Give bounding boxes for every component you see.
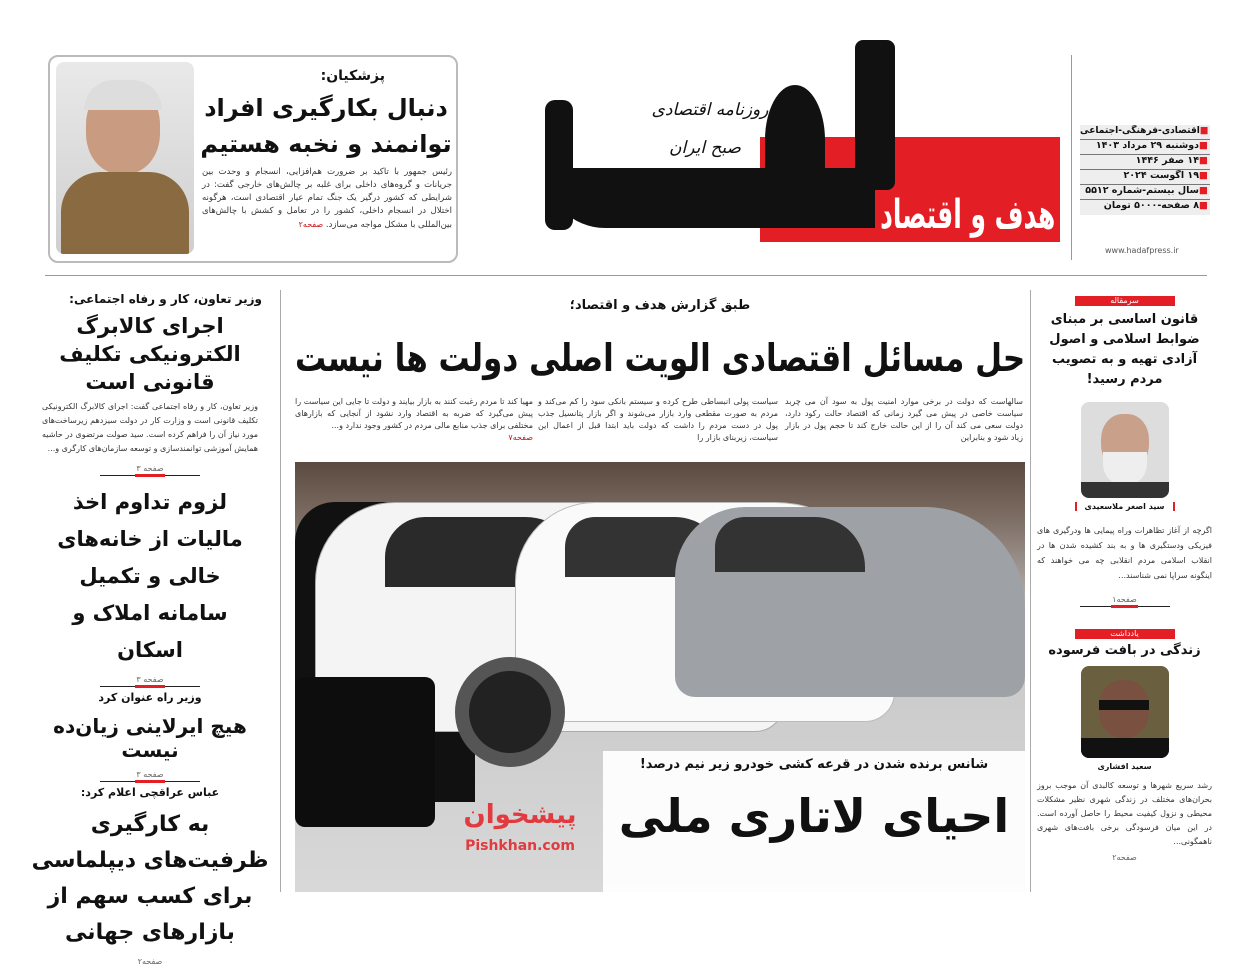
- top-story-headline-2-wrap: [200, 130, 452, 162]
- lead-col-3: مهیا کند تا مردم رغبت کنند به بازار بیایند و دولت تا جایی این سیاست را پیش می‌گیرد که ضربه به اقتصاد وارد نشود از آنجایی که بازارهای مختلفی برای جذب منابع مالی مردم در کشور وجود ندارد و... صفحه۷: [295, 397, 533, 442]
- story-headline[interactable]: هیچ ایرلاینی زیان‌ده نیست: [53, 714, 247, 762]
- info-item: ■۸ صفحه-۵۰۰۰ تومان: [1103, 200, 1208, 211]
- lead-headline[interactable]: حل مسائل اقتصادی الویت اصلی دولت ها نیست: [294, 336, 1025, 380]
- column-divider: [280, 290, 281, 892]
- logo-text: هدف و اقتصاد: [879, 192, 1055, 238]
- tagline-1: روزنامه اقتصادی: [651, 100, 769, 120]
- tagline-1-wrap: [640, 100, 780, 124]
- header-divider-vertical: [1071, 55, 1072, 260]
- watermark: [445, 800, 595, 885]
- page-ref[interactable]: صفحه ۳: [136, 675, 164, 684]
- photo-kicker-wrap: [603, 757, 1025, 777]
- tagline-2-wrap: [650, 138, 760, 162]
- divider: [100, 781, 200, 782]
- website-link[interactable]: www.hadafpress.ir: [1105, 246, 1179, 255]
- lead-kicker: طبق گزارش هدف و اقتصاد؛: [569, 298, 751, 313]
- lead-col-2: سیاست پولی انبساطی طرح کرده و سیستم بانکی سود را کم می‌کند و مردم به صورت مقطعی وارد بازار می‌شوند و اگر بازار پتانسیل جذب پول در دست مردم را داشت که دولت باید ابتدا قبل از اعمال این سیاست، زیربنای بازار را: [538, 397, 778, 442]
- masthead-logo[interactable]: [545, 40, 1065, 260]
- page-ref[interactable]: صفحه۱: [1112, 595, 1137, 604]
- top-story-kicker: پزشکیان:: [320, 68, 385, 84]
- story-kicker: وزیر تعاون، کار و رفاه اجتماعی:: [69, 292, 262, 306]
- story-headline[interactable]: به کارگیری ظرفیت‌های دیپلماسی برای کسب سهم از بازارهای جهانی: [31, 812, 269, 945]
- right-column: [1037, 296, 1212, 862]
- tagline-2: صبح ایران: [669, 138, 741, 158]
- header-rule: [45, 275, 1207, 276]
- page-ref[interactable]: صفحه۲: [298, 220, 324, 229]
- pezeshkian-photo: [56, 62, 194, 254]
- top-story-headline-1[interactable]: دنبال بکارگیری افراد: [204, 94, 448, 122]
- photo-caption-box: [603, 751, 1025, 892]
- info-item: ■۱۹ آگوست ۲۰۲۴: [1080, 170, 1210, 185]
- divider: [1080, 606, 1170, 607]
- story-kicker: عباس عراقچی اعلام کرد:: [80, 786, 220, 799]
- story-kicker: وزیر راه عنوان کرد: [98, 691, 202, 704]
- page-ref[interactable]: صفحه۲: [1112, 853, 1137, 862]
- divider: [100, 686, 200, 687]
- note-author: سعید افشاری: [1097, 762, 1152, 771]
- info-item: ■۱۴ صفر ۱۴۴۶: [1080, 155, 1210, 170]
- story-headline[interactable]: لزوم تداوم اخذ مالیات از خانه‌های خالی و تکمیل سامانه املاک و اسکان: [57, 490, 243, 662]
- left-column: [30, 292, 270, 966]
- author-photo: [1081, 402, 1169, 498]
- editorial-headline[interactable]: قانون اساسی بر مبنای ضوابط اسلامی و اصول آزادی تهیه و به تصویب مردم رسید!: [1049, 312, 1200, 387]
- note-author-photo: [1081, 666, 1169, 758]
- lead-headline-wrap: [295, 336, 1025, 386]
- photo-headline-wrap: [603, 789, 1025, 853]
- editorial-tag: سرمقاله: [1075, 296, 1175, 306]
- page-ref[interactable]: صفحه ۳: [136, 464, 164, 473]
- page-ref[interactable]: صفحه ۳: [136, 770, 164, 779]
- note-body: رشد سریع شهرها و توسعه کالبدی آن موجب بروز بحران‌های مختلف در زندگی شهری نظیر مشکلات محیطی و نزول کیفیت محیط را حاصل آورده است. در این میان فرسودگی برخی بافت‌های شهری ناهمگونی...: [1037, 781, 1212, 846]
- photo-kicker: شانس برنده شدن در قرعه کشی خودرو زیر نیم درصد!: [639, 757, 989, 772]
- info-item: ■اقتصادی-فرهنگی-اجتماعی: [1080, 125, 1210, 140]
- editorial-body: اگرچه از آغاز تظاهرات وراه پیمایی ها ودرگیری های فیزیکی ودستگیری ها و به بند کشیده شدن ها در انقلاب اسلامی مردم انقلابی چه می خواهند که اینگونه سراپا نمی شناسند...: [1037, 526, 1212, 580]
- logo-text-wrap: [880, 190, 1055, 240]
- info-item: ■سال بیستم-شماره ۵۵۱۲: [1080, 185, 1210, 200]
- note-headline[interactable]: زندگی در بافت فرسوده: [1048, 643, 1201, 658]
- story-headline[interactable]: اجرای کالابرگ الکترونیکی تکلیف قانونی است: [59, 314, 241, 394]
- page-ref[interactable]: صفحه۷: [508, 433, 533, 442]
- note-tag: یادداشت: [1075, 629, 1175, 639]
- watermark-en: Pishkhan.com: [465, 838, 575, 854]
- top-story-headline-1-wrap: [200, 94, 452, 126]
- page-ref[interactable]: صفحه۲: [137, 957, 163, 966]
- divider: [100, 475, 200, 476]
- top-story-body: رئیس جمهور با تاکید بر ضرورت هم‌افزایی، انسجام و وحدت بین جریانات و گروه‌های داخلی برای غلبه بر چالش‌های خارجی گفت: در شرایطی که کشور درگیر یک جنگ تمام عیار اقتصادی است، هرگونه اختلال در انسجام داخلی، کشور را در تعامل و کشش با چالش‌های بین‌المللی با مشکل مواجه می‌سازد. صفحه۲: [202, 167, 452, 230]
- lead-col-1: سالهاست که دولت در برخی موارد امنیت پول به سود آن می چربد سیاست خاصی در پیش می گیرد زمانی که اقتصاد حالت رکود دارد، دولت سعی می کند آن را از این حالت خارج کند تا حجم پول در بازار زیاد شود و بنابراین: [785, 397, 1023, 442]
- photo-headline[interactable]: احیای لاتاری ملی: [618, 789, 1010, 843]
- info-item: ■دوشنبه ۲۹ مرداد ۱۴۰۳: [1080, 140, 1210, 155]
- column-divider: [1030, 290, 1031, 892]
- top-story-headline-2[interactable]: توانمند و نخبه هستیم: [200, 130, 452, 158]
- story-body: وزیر تعاون، کار و رفاه اجتماعی گفت: اجرای کالابرگ الکترونیکی تکلیف قانونی است و وزارت کار در دولت سیزدهم زیرساخت‌های مورد نیاز آن را فراهم کرده است. سید صولت مرتضوی در حاشیه همایش آموزشی توانمندسازی و توسعه سازمان‌های کارگری و...: [42, 402, 258, 453]
- issue-info: [1080, 125, 1210, 215]
- editorial-author: سید اصغر ملاسعیدی: [1075, 502, 1175, 511]
- watermark-fa: پیشخوان: [463, 800, 577, 830]
